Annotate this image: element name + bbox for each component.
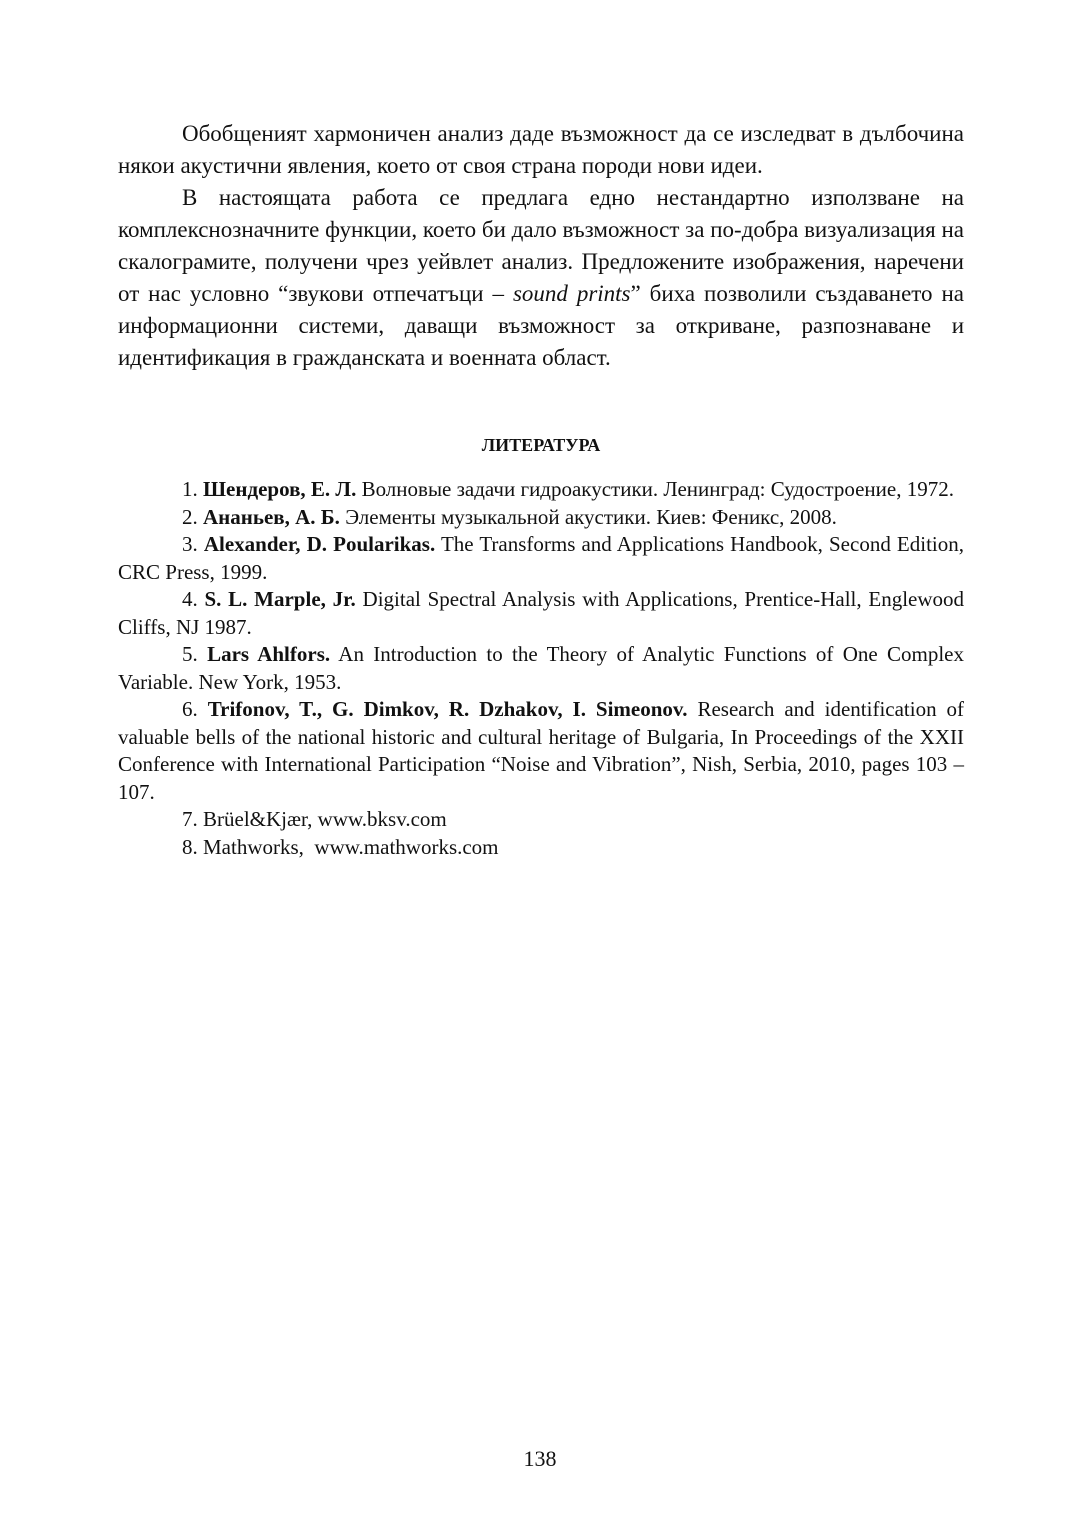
reference-number: 5. (182, 642, 198, 666)
reference-text: Элементы музыкальной акустики. Киев: Феникс, 2008. (345, 504, 837, 529)
reference-author: Lars Ahlfors. (207, 642, 331, 666)
paragraph-text: Обобщеният хармоничен анализ даде възможност да се изследват в дълбочина някои акустични явления, което от своя страна породи нови идеи. (118, 121, 964, 178)
reference-item (118, 834, 964, 862)
reference-text: Волновые задачи гидроакустики. Ленинград: Судостроение, 1972. (361, 477, 954, 501)
paragraph-italic-term: sound prints (512, 281, 631, 306)
reference-number: 8. (182, 834, 198, 859)
reference-item (118, 476, 964, 504)
reference-number: 4. (182, 587, 198, 611)
reference-number: 6. (182, 697, 198, 721)
reference-text: Brüel&Kjær, www.bksv.com (203, 807, 447, 831)
paragraph-text: В настоящата работа се предлага едно нестандартно използване на комплекснозначните функции, което би дало възможност за по-добра визуализация на скалограмите, получени чрез уейвлет анализ. Предложените изображения, наречени от нас условно “звукови отпечатъци – (118, 185, 964, 306)
reference-text: The Transforms and Applications Handbook, Second Edition, CRC Press, 1999. (118, 532, 964, 584)
body-paragraph (118, 182, 964, 374)
reference-number: 1. (182, 477, 198, 501)
reference-author: Trifonov, T., G. Dimkov, R. Dzhakov, I. Simeonov. (207, 697, 688, 721)
reference-author: Alexander, D. Poularikas. (203, 532, 436, 556)
reference-text: Digital Spectral Analysis with Applications, Prentice-Hall, Englewood Cliffs, NJ 1987. (118, 587, 965, 639)
reference-item (118, 531, 964, 586)
paragraph-text: ” биха позволили създаването на информационни системи, даващи възможност за откриване, разпознаване и идентификация в гражданската и военната област. (118, 281, 964, 370)
page-content (118, 118, 964, 861)
reference-item (118, 504, 964, 532)
reference-author: Ананьев, А. Б. (203, 504, 340, 529)
reference-text: Mathworks, www.mathworks.com (203, 834, 499, 859)
reference-item (118, 641, 964, 696)
references-list (118, 476, 964, 861)
reference-item (118, 586, 964, 641)
reference-text: An Introduction to the Theory of Analytic Functions of One Complex Variable. New York, 1953. (118, 642, 965, 694)
reference-number: 2. (182, 504, 198, 529)
references-heading: ЛИТЕРАТУРА (481, 435, 601, 455)
reference-item (118, 696, 964, 806)
reference-number: 3. (182, 532, 198, 556)
reference-author: Шендеров, Е. Л. (203, 477, 357, 501)
page-number: 138 (523, 1446, 557, 1471)
body-paragraph (118, 118, 964, 182)
reference-number: 7. (182, 807, 198, 831)
reference-author: S. L. Marple, Jr. (204, 587, 356, 611)
reference-text: Research and identification of valuable bells of the national historic and cultural heritage of Bulgaria, In Proceedings of the XXII Conference with International Participation “Noise and Vibration”, Nish, Serbia, 2010, pages 103 – 107. (118, 697, 965, 804)
reference-item (118, 806, 964, 834)
